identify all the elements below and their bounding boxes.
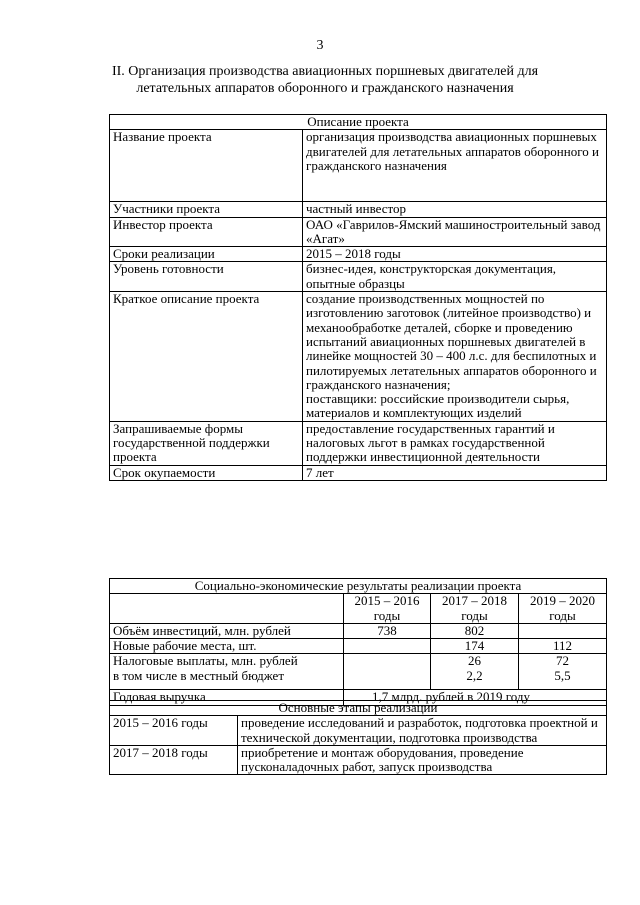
table-row xyxy=(110,465,607,480)
stages-table xyxy=(109,700,607,775)
table-row xyxy=(110,262,607,292)
period-cell xyxy=(344,594,431,624)
row-value: организация производства авиационных поршневых двигателей для летательных аппаратов оборонного и гражданского назначения xyxy=(303,130,607,202)
row-value: 7 лет xyxy=(303,465,607,480)
period-unit: годы xyxy=(461,607,488,623)
stage-period: 2015 – 2016 годы xyxy=(110,716,238,746)
period-cell xyxy=(519,594,607,624)
title-line-1: II. Организация производства авиационных поршневых двигателей для xyxy=(111,64,539,79)
row-label: Новые рабочие места, шт. xyxy=(110,639,344,654)
period-years: 2017 – 2018 xyxy=(442,593,507,609)
period-unit: годы xyxy=(373,607,401,623)
table-row xyxy=(110,745,607,775)
empty-cell xyxy=(110,594,344,624)
table-row xyxy=(110,130,607,202)
row-value: 2015 – 2018 годы xyxy=(303,247,607,262)
row-label: Срок окупаемости xyxy=(110,465,303,480)
stage-text: проведение исследований и разработок, подготовка проектной и технической документации, подготовка производства xyxy=(238,716,607,746)
stages-header: Основные этапы реализации xyxy=(110,701,607,716)
row-label: Участники проекта xyxy=(110,202,303,217)
local-tax-value: 2,2 xyxy=(466,667,483,683)
value-cell: 802 xyxy=(431,623,519,638)
table-row xyxy=(110,247,607,262)
value-cell xyxy=(519,623,607,638)
value-cell: 738 xyxy=(344,623,431,638)
value-cell: 112 xyxy=(519,639,607,654)
local-tax-value: 5,5 xyxy=(554,667,571,683)
row-label: Краткое описание проекта xyxy=(110,292,303,422)
table-row xyxy=(110,202,607,217)
row-value: предоставление государственных гарантий и налоговых льгот в рамках государственной поддержки инвестиционной деятельности xyxy=(303,421,607,465)
value-cell xyxy=(431,654,519,690)
row-value: ОАО «Гаврилов-Ямский машиностроительный завод «Агат» xyxy=(303,217,607,247)
row-value: бизнес-идея, конструкторская документация, опытные образцы xyxy=(303,262,607,292)
revenue-value: 1,7 млрд. рублей в 2019 году xyxy=(344,690,607,705)
row-label: Название проекта xyxy=(110,130,303,202)
suppliers-text: поставщики: российские производители сырья, материалов и комплектующих изделий xyxy=(306,391,570,421)
short-description-text: создание производственных мощностей по изготовлению заготовок (литейное производство) и механообработке деталей, сборке и проведению испытаний авиационных поршневых двигателей в линейке мощностей 30 – 400 л.с. для беспилотных и пилотируемых летательных аппаратов оборонного и гражданского назначения; xyxy=(306,291,597,392)
table-row xyxy=(110,292,607,422)
taxes-label: Налоговые выплаты, млн. рублей xyxy=(113,653,298,669)
row-value xyxy=(303,292,607,422)
value-cell xyxy=(344,654,431,690)
row-label: Инвестор проекта xyxy=(110,217,303,247)
document-title xyxy=(60,63,590,97)
project-description-header: Описание проекта xyxy=(110,115,607,130)
row-label: Объём инвестиций, млн. рублей xyxy=(110,623,344,638)
stage-text: приобретение и монтаж оборудования, проведение пусконаладочных работ, запуск производства xyxy=(238,745,607,775)
table-row xyxy=(110,623,607,638)
period-cell xyxy=(431,594,519,624)
row-label: Запрашиваемые формы государственной поддержки проекта xyxy=(110,421,303,465)
period-years: 2019 – 2020 xyxy=(530,593,595,609)
row-label: Сроки реализации xyxy=(110,247,303,262)
value-cell: 174 xyxy=(431,639,519,654)
value-cell xyxy=(519,654,607,690)
table-row xyxy=(110,217,607,247)
period-unit: годы xyxy=(549,607,576,623)
tax-value: 26 xyxy=(468,653,481,669)
tax-value: 72 xyxy=(556,653,569,669)
title-line-2: летательных аппаратов оборонного и гражданского назначения xyxy=(136,81,514,96)
results-table xyxy=(109,578,607,706)
row-label: Годовая выручка xyxy=(110,690,344,705)
row-value: частный инвестор xyxy=(303,202,607,217)
period-header-row xyxy=(110,594,607,624)
table-row xyxy=(110,716,607,746)
project-description-table xyxy=(109,114,607,481)
page-number: 3 xyxy=(316,38,324,53)
value-cell xyxy=(344,639,431,654)
row-label xyxy=(110,654,344,690)
local-budget-label: в том числе в местный бюджет xyxy=(113,667,284,683)
period-years: 2015 – 2016 xyxy=(354,593,420,609)
row-label: Уровень готовности xyxy=(110,262,303,292)
table-row xyxy=(110,421,607,465)
results-header: Социально-экономические результаты реализации проекта xyxy=(110,579,607,594)
table-row xyxy=(110,639,607,654)
stage-period: 2017 – 2018 годы xyxy=(110,745,238,775)
table-row xyxy=(110,654,607,690)
